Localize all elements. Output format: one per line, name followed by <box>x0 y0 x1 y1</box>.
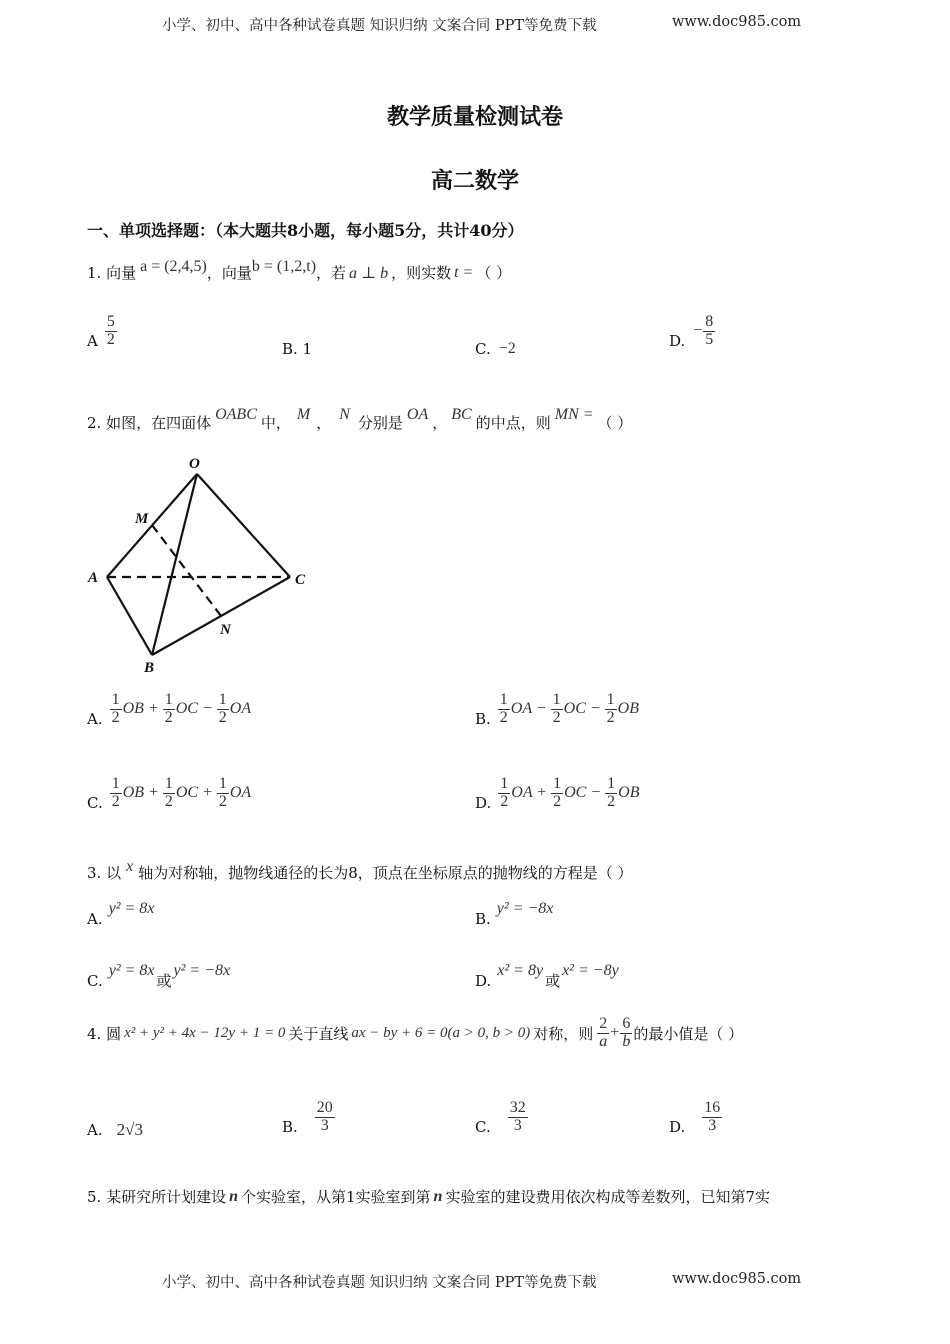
q4-mid2: 对称，则 <box>533 1024 594 1043</box>
q4-b-num: 20 <box>316 1099 333 1116</box>
frac-den: 2 <box>553 792 562 810</box>
frac-num: 1 <box>553 775 562 792</box>
q3-option-c[interactable] <box>87 960 231 990</box>
frac-num: 1 <box>111 775 120 792</box>
q5-n2: n <box>433 1187 443 1205</box>
label-o: O <box>189 456 200 472</box>
frac-den: 2 <box>552 708 561 726</box>
q5-text-c: 实验室的建设费用依次构成等差数列，已知第7实 <box>445 1188 770 1206</box>
q2-option-c[interactable] <box>87 776 251 811</box>
header-text: 小学、初中、高中各种试卷真题 知识归纳 文案合同 PPT等免费下载 <box>162 18 597 34</box>
frac-den: 2 <box>218 792 227 810</box>
q1-option-d-sign: − <box>693 322 703 340</box>
q2-comma: ， <box>316 414 332 432</box>
q4-c-label: C. <box>475 1118 491 1137</box>
q1-cond-prefix: ，若 <box>316 264 347 282</box>
q2-bc: BC <box>451 405 472 423</box>
q4-prefix: 4. 圆 <box>87 1024 122 1043</box>
q4-b-den: 3 <box>320 1116 329 1134</box>
q4-f1-num: 2 <box>599 1015 608 1032</box>
frac-num: 1 <box>164 691 173 708</box>
q3-c-or: 或 <box>156 972 172 990</box>
q4-option-d[interactable] <box>669 1100 723 1135</box>
q4-plus: + <box>610 1024 620 1042</box>
label-a: A <box>88 570 99 586</box>
q1-mid: ，向量 <box>206 264 252 282</box>
tetrahedron-figure <box>80 450 320 680</box>
label-m: M <box>135 511 149 527</box>
q1-option-a-label: A <box>87 332 98 351</box>
q2-d-t1: OA + <box>511 784 548 802</box>
q4-c-num: 32 <box>509 1099 526 1116</box>
q4-d-den: 3 <box>708 1116 717 1134</box>
q1-option-d-label: D. <box>669 332 686 351</box>
frac-den: 2 <box>607 792 616 810</box>
frac-num: 1 <box>164 775 173 792</box>
frac-num: 1 <box>552 691 561 708</box>
q3-x: x <box>126 857 134 875</box>
q3-d-or: 或 <box>545 972 561 990</box>
q2-a-t3: OA <box>229 700 252 718</box>
q3-prefix: 3. 以 <box>87 864 122 882</box>
q4-option-a[interactable] <box>87 1120 143 1140</box>
q3-option-d[interactable] <box>475 960 619 990</box>
edge-ab <box>107 577 152 655</box>
q2-b-t1: OA − <box>510 700 547 718</box>
q2-mn: MN = <box>554 405 594 423</box>
q1-tail: ，则实数 <box>391 264 452 282</box>
q3-b-label: B. <box>475 910 491 928</box>
q4-a-expr: 2√3 <box>116 1120 143 1139</box>
question-5 <box>87 1186 770 1207</box>
q2-option-b[interactable] <box>475 692 639 727</box>
q1-paren: （ ） <box>476 264 512 282</box>
page-subtitle: 高二数学 <box>430 168 519 194</box>
q3-b-expr: y² = −8x <box>496 900 554 917</box>
frac-num: 1 <box>218 691 227 708</box>
q2-mid2: 分别是 <box>357 414 403 432</box>
q1-condition: a ⊥ b <box>349 264 389 282</box>
q2-tetrahedron: OABC <box>215 405 257 423</box>
q3-option-a[interactable] <box>87 900 155 928</box>
label-c: C <box>295 572 306 588</box>
q2-b-t3: OB <box>617 700 639 718</box>
question-2 <box>87 404 633 432</box>
q3-d-expr2: x² = −8y <box>562 961 619 979</box>
q1-a-den: 2 <box>106 330 115 348</box>
q2-c-t2: OC + <box>175 784 213 802</box>
q4-b-label: B. <box>282 1118 298 1137</box>
label-b: B <box>144 660 155 676</box>
q3-a-expr: y² = 8x <box>108 900 155 917</box>
frac-num: 1 <box>218 775 227 792</box>
q2-d-t3: OB <box>618 784 640 802</box>
footer-site-link[interactable]: www.doc985.com <box>672 1271 802 1287</box>
question-3 <box>87 856 633 882</box>
q4-option-c[interactable] <box>475 1100 529 1135</box>
frac-den: 2 <box>111 708 120 726</box>
question-1 <box>87 257 512 283</box>
q4-tail: 的最小值是（ ） <box>633 1024 744 1043</box>
q4-mid: 关于直线 <box>288 1024 349 1043</box>
q4-d-num: 16 <box>704 1099 721 1116</box>
frac-den: 2 <box>111 792 120 810</box>
q1-vector-a: a = (2,4,5) <box>140 257 207 275</box>
q2-c-t3: OA <box>229 784 252 802</box>
q3-text: 轴为对称轴，抛物线通径的长为8，顶点在坐标原点的抛物线的方程是（ ） <box>138 864 633 882</box>
q2-n: N <box>339 405 350 423</box>
frac-num: 1 <box>500 775 509 792</box>
section-heading: 一、单项选择题：（本大题共8小题，每小题5分，共计40分） <box>87 221 524 240</box>
q1-prefix: 1. 向量 <box>87 264 137 282</box>
q3-c-label: C. <box>87 971 103 990</box>
q2-m: M <box>296 405 311 423</box>
q2-b-label: B. <box>475 710 491 729</box>
q1-d-den: 5 <box>705 330 714 348</box>
frac-num: 1 <box>111 691 120 708</box>
q2-prefix: 2. 如图，在四面体 <box>87 414 212 432</box>
q4-circle-equation: x² + y² + 4x − 12y + 1 = 0 <box>124 1024 286 1041</box>
q2-mid1: 中， <box>260 414 291 432</box>
segment-mn-dashed <box>152 525 221 616</box>
footer-text: 小学、初中、高中各种试卷真题 知识归纳 文案合同 PPT等免费下载 <box>162 1275 597 1291</box>
q2-paren: （ ） <box>597 414 633 432</box>
frac-den: 2 <box>164 792 173 810</box>
q5-text-a: 5. 某研究所计划建设 <box>87 1188 227 1206</box>
header-site-link[interactable]: www.doc985.com <box>672 14 802 30</box>
q1-option-b[interactable]: B. 1 <box>282 340 313 358</box>
q2-b-t2: OC − <box>563 700 601 718</box>
q4-f1-den: a <box>599 1032 608 1050</box>
q2-c-t1: OB + <box>122 784 159 802</box>
q4-option-b[interactable] <box>282 1100 336 1135</box>
frac-num: 1 <box>607 775 616 792</box>
frac-den: 2 <box>500 792 509 810</box>
q4-c-den: 3 <box>513 1116 522 1134</box>
q5-text-b: 个实验室，从第1实验室到第 <box>241 1188 431 1206</box>
q3-option-b[interactable] <box>475 900 554 928</box>
q4-f2-den: b <box>622 1032 631 1050</box>
q1-vector-b: b = (1,2,t) <box>251 257 317 275</box>
q1-option-c[interactable] <box>475 340 516 358</box>
q2-option-d[interactable] <box>475 776 639 811</box>
frac-den: 2 <box>606 708 615 726</box>
frac-den: 2 <box>499 708 508 726</box>
q2-d-label: D. <box>475 794 492 813</box>
page-title: 教学质量检测试卷 <box>386 104 563 130</box>
q4-a-label: A. <box>87 1121 103 1139</box>
q1-t-expr: t = <box>454 263 474 281</box>
q1-option-a[interactable] <box>87 314 118 349</box>
q2-a-label: A. <box>87 710 103 729</box>
q1-option-c-label: C. <box>475 340 491 358</box>
q2-option-a[interactable] <box>87 692 251 727</box>
q2-mid3: 的中点，则 <box>475 414 551 432</box>
q3-c-expr: y² = 8x <box>108 961 155 979</box>
q3-a-label: A. <box>87 910 103 928</box>
q3-c-expr2: y² = −8x <box>173 961 231 979</box>
frac-num: 1 <box>499 691 508 708</box>
q1-d-num: 8 <box>705 313 714 330</box>
q5-n1: n <box>229 1187 238 1205</box>
q4-d-label: D. <box>669 1118 686 1137</box>
q2-a-t2: OC − <box>175 700 213 718</box>
q4-line-equation: ax − by + 6 = 0(a > 0, b > 0) <box>351 1024 531 1041</box>
q2-d-t2: OC − <box>564 784 602 802</box>
frac-den: 2 <box>218 708 227 726</box>
q3-d-expr: x² = 8y <box>497 961 544 979</box>
q4-f2-num: 6 <box>622 1015 631 1032</box>
frac-num: 1 <box>606 691 615 708</box>
q1-option-c-value: −2 <box>498 340 516 357</box>
q3-d-label: D. <box>475 971 492 990</box>
label-n: N <box>220 622 231 638</box>
q2-oa: OA <box>406 405 429 423</box>
q1-option-d[interactable] <box>669 314 716 349</box>
question-4 <box>87 1016 743 1051</box>
q2-c-label: C. <box>87 794 103 813</box>
q2-a-t1: OB + <box>122 700 159 718</box>
q2-comma-2: ， <box>432 414 448 432</box>
frac-den: 2 <box>164 708 173 726</box>
edge-bc <box>152 577 290 655</box>
edge-oc <box>197 474 290 577</box>
q1-a-num: 5 <box>106 313 115 330</box>
